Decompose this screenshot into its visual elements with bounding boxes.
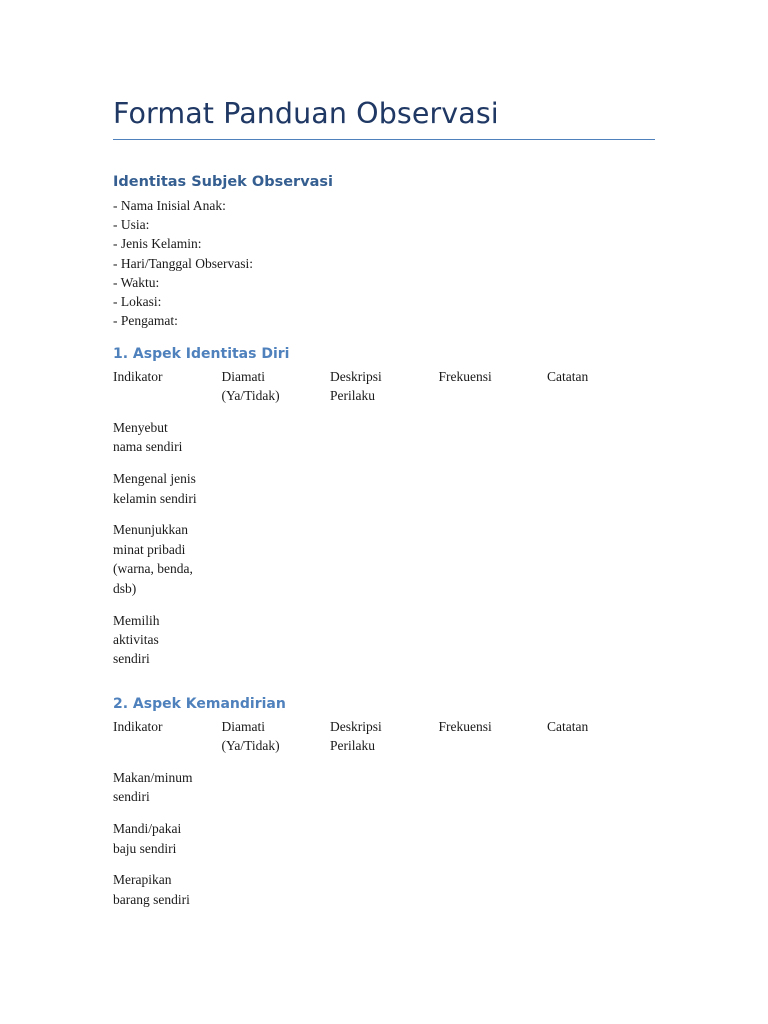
table-row [113, 870, 655, 909]
indicator-cell: Merapikan barang sendiri [113, 872, 190, 907]
aspect-1-table [113, 367, 655, 681]
column-header-frequency: Frekuensi [438, 369, 492, 384]
aspect-2-heading: 2. Aspek Kemandirian [113, 696, 286, 712]
table-row [113, 469, 655, 508]
indicator-cell: Mengenal jenis kelamin sendiri [113, 471, 197, 506]
column-header-frequency: Frekuensi [438, 719, 492, 734]
aspect-2-table [113, 717, 655, 922]
field-observation-date: - Hari/Tanggal Observasi: [113, 255, 254, 271]
table-row [113, 611, 655, 669]
indicator-cell: Makan/minum sendiri [113, 769, 193, 805]
indicator-cell: Menunjukkan minat pribadi (warna, benda, dsb) [113, 522, 193, 596]
indicator-cell: Mandi/pakai baju sendiri [113, 821, 182, 856]
table-row [113, 418, 655, 457]
column-header-observed: Diamati (Ya/Tidak) [221, 719, 280, 754]
column-header-indicator: Indikator [113, 719, 163, 734]
column-header-notes: Catatan [547, 369, 589, 384]
table-row [113, 520, 655, 598]
field-age: - Usia: [113, 217, 150, 233]
column-header-behavior-description: Deskripsi Perilaku [330, 369, 382, 404]
aspect-1-heading: 1. Aspek Identitas Diri [113, 346, 290, 362]
table-header-row [113, 367, 655, 406]
table-header-row [113, 717, 655, 756]
field-child-initials: - Nama Inisial Anak: [113, 198, 226, 213]
table-row [113, 819, 655, 858]
identity-section-heading: Identitas Subjek Observasi [113, 174, 334, 190]
title-underline [113, 139, 655, 140]
field-time: - Waktu: [113, 274, 160, 290]
table-row [113, 768, 655, 807]
field-location: - Lokasi: [113, 294, 162, 310]
indicator-cell: Menyebut nama sendiri [113, 419, 183, 455]
field-observer: - Pengamat: [113, 313, 178, 329]
field-gender: - Jenis Kelamin: [113, 236, 202, 252]
identity-field-list [113, 196, 253, 330]
indicator-cell: Memilih aktivitas sendiri [113, 612, 160, 667]
column-header-behavior-description: Deskripsi Perilaku [330, 719, 382, 754]
column-header-indicator: Indikator [113, 369, 163, 384]
column-header-notes: Catatan [547, 719, 589, 734]
column-header-observed: Diamati (Ya/Tidak) [221, 369, 280, 404]
document-title: Format Panduan Observasi [113, 97, 499, 130]
